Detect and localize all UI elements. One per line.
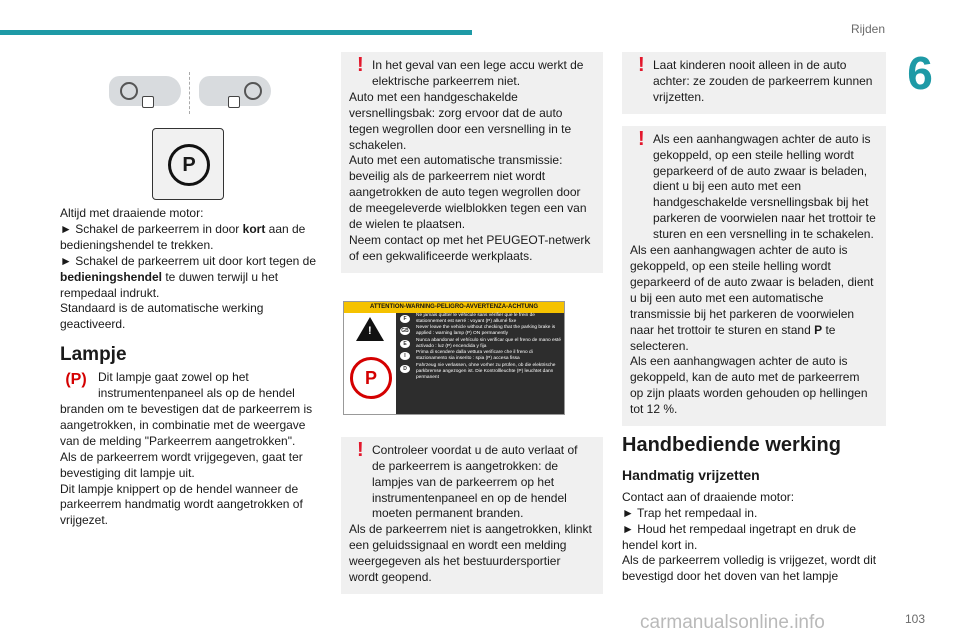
column-3 — [622, 52, 886, 585]
lock-icon — [228, 96, 240, 108]
label-line: I Prima di scendere dalla vettura verificare che il freno di stazionamento sia inserito : spia (P) accesa fissa — [396, 350, 564, 363]
running-title: Rijden — [850, 22, 885, 36]
warning-box-check-brake: ! Controleer voordat u de auto verlaat of de parkeerrem is aangetrokken: de lampjes van de parkeerrem op het instrumentenpaneel en op de hendel moeten permanent branden. Als de parkeerrem niet is aangetrokken, klinkt een geluidssignaal en wordt een melding weergegeven als het bestuurdersportier wordt geopend. — [341, 437, 603, 594]
column-2 — [341, 52, 603, 594]
manual-release-text: Contact aan of draaiende motor: ► Trap het rempedaal in. ► Houd het rempedaal ingetrapt en druk de hendel kort in. Als de parkeerrem volledig is vrijgezet, wordt dit bevestigd door het doven van het lampje — [622, 489, 877, 584]
intro-text: Altijd met draaiende motor: ► Schakel de parkeerrem in door kort aan de bedieningshendel te trekken. ► Schakel de parkeerrem uit door kort tegen de bedieningshendel te duwen terwijl u het rempedaal indrukt. Standaard is de automatische werking geactiveerd. — [60, 206, 317, 332]
lock-icon — [142, 96, 154, 108]
parking-brake-icon: P — [350, 357, 392, 399]
lamp-text-2: Als de parkeerrem wordt vrijgegeven, gaat ter bevestiging dit lampje uit. — [60, 449, 303, 480]
divider-line — [189, 72, 190, 114]
label-line: GB Never leave the vehicle without checking that the parking brake is applied : warning lamp (P) ON permanently — [401, 325, 556, 337]
column-1 — [60, 60, 318, 529]
label-header: ATTENTION-WARNING-PELIGRO-AVVERTENZA-ACHTUNG — [344, 302, 564, 313]
subheading-handmatig-vrijzetten: Handmatig vrijzetten — [622, 466, 760, 483]
label-line: E Nunca abandonar el vehículo sin verificar que el freno de mano esté activado : luz (P) encendida y fija — [396, 338, 564, 351]
warning-box-trailer: ! Als een aanhangwagen achter de auto is gekoppeld, op een steile helling wordt geparkeerd of de auto zwaar is beladen, dient u bij een auto met een handgeschakelde versnellingsbak bij het parkeren de voorwielen naar het trottoir te sturen en een versnelling in te schakelen. Als een aanhangwagen achter de auto is gekoppeld, op een steile helling wordt geparkeerd of de auto zwaar is beladen, dient u bij een auto met een automatische transmissie bij het parkeren de voorwielen naar het trottoir te sturen en stand P te selecteren. Als een aanhangwagen achter de auto is gekoppeld, kan de auto met de parkeerrem op zijn plaats worden gehouden op hellingen tot 12 %. — [622, 126, 886, 426]
chapter-number: 6 — [907, 47, 933, 99]
label-line: F Ne jamais quitter le véhicule sans vérifier que le frein de stationnement est serré : voyant (P) allumé fixe — [396, 313, 564, 326]
warning-icon: ! — [638, 54, 645, 76]
warning-icon: ! — [357, 54, 364, 76]
warning-icon: ! — [638, 127, 645, 150]
warning-text: In het geval van een lege accu werkt de elektrische parkeerrem niet. — [372, 58, 584, 88]
warning-text: Controleer voordat u de auto verlaat of de parkeerrem is aangetrokken: de lampjes van de parkeerrem op het instrumentenpaneel en op de hendel moeten permanent branden. — [372, 442, 578, 521]
watermark: carmanualsonline.info — [640, 612, 825, 633]
label-text-panel — [396, 313, 564, 414]
page-number: 103 — [905, 612, 926, 626]
section-heading-handbediende: Handbediende werking — [622, 434, 841, 457]
parking-brake-illustration — [60, 60, 318, 206]
label-line: D Fahrzeug nie verlassen, ohne vorher zu prüfen, ob die elektrische parkbremse angezogen ist. Die Kontrollleuchte (P) leuchtet dann permanent — [396, 363, 564, 376]
warning-icon: ! — [357, 438, 364, 461]
header-accent-bar — [0, 30, 472, 35]
warning-text: Als een aanhangwagen achter de auto is gekoppeld, op een steile helling wordt geparkeerd of de auto zwaar is beladen, dient u bij een auto met een handgeschakelde versnellingsbak bij het parkeren de voorwielen naar het trottoir te sturen en een versnelling in te schakelen. — [653, 131, 876, 242]
warning-box-children — [622, 52, 886, 114]
steering-wheel-icon — [244, 82, 262, 100]
warning-label-figure: ATTENTION-WARNING-PELIGRO-AVVERTENZA-ACHTUNG ! P F Ne jamais quitter le véhicule sans vérifier que le frein de stationnement est serré : voyant (P) allumé fixe GB Never leave the vehicle without checking that the parking brake is applied : warning lamp (P) ON permanently E Nunca abandonar el vehículo sin verificar que el freno de mano esté activado : luz (P) encendida y fija I Prima di scendere dalla vettura verificare che il freno di stazionamento sia inserito : spia (P) accesa fissa D Fahrzeug nie verlassen, ohne vorher zu prüfen, ob die elektrische parkbremse angezogen ist. Die Kontrollleuchte (P) leuchtet dann permanent — [343, 301, 565, 415]
steering-wheel-icon — [120, 82, 138, 100]
lamp-section — [60, 370, 318, 529]
lamp-text-3: Dit lampje knippert op de hendel wanneer de parkeerrem handmatig wordt aangetrokken of vrijgezet. — [60, 481, 303, 528]
warning-box-battery: ! In het geval van een lege accu werkt de elektrische parkeerrem niet. Auto met een handgeschakelde versnellingsbak: zorg ervoor dat de auto tegen wegrollen door een versnelling in te schakelen. Auto met een automatische transmissie: beveilig als de parkeerrem niet wordt aangetrokken de auto tegen wegrollen door de meegeleverde wielblokken tegen een van de wielen te plaatsen. Neem contact op met het PEUGEOT-netwerk of een gekwalificeerde werkplaats. — [341, 52, 603, 273]
warning-text: Laat kinderen nooit alleen in de auto achter: ze zouden de parkeerrem kunnen vrijzetten. — [653, 58, 873, 104]
section-heading-lampje: Lampje — [60, 344, 127, 366]
parking-brake-button — [152, 128, 224, 200]
parking-brake-warning-icon: (P) — [65, 371, 87, 389]
lamp-text: Dit lampje gaat zowel op het instrumentenpaneel als op de hendel branden om te bevestigen dat de parkeerrem is aangetrokken, in combinatie met de weergave van de melding "Parkeerrem aangetrokken". — [60, 370, 313, 448]
parking-brake-icon: P — [168, 144, 210, 186]
